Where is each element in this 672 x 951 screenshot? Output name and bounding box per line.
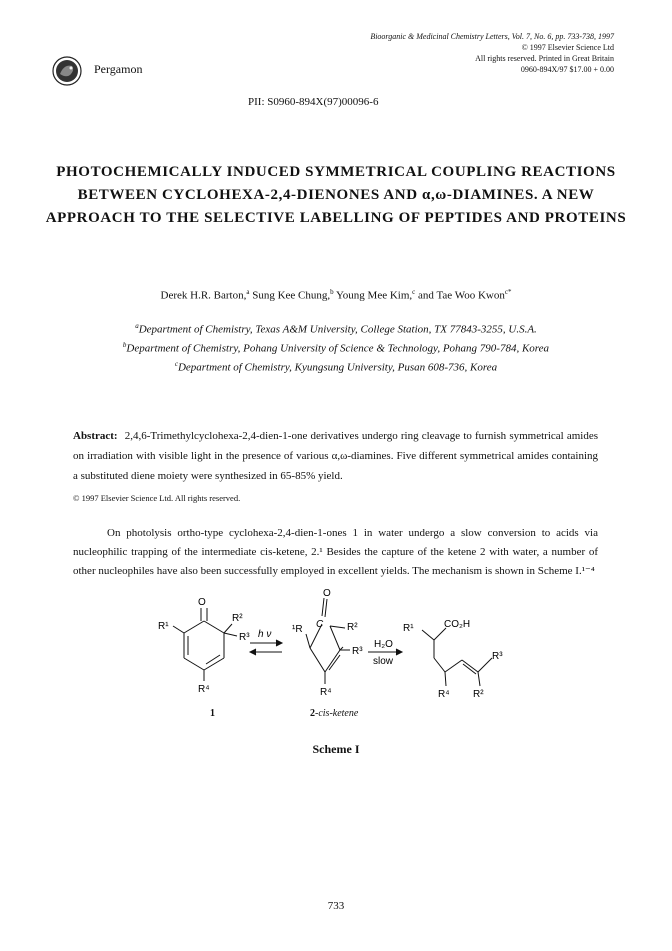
scheme-label: R⁴ (438, 689, 450, 700)
body-paragraph: On photolysis ortho-type cyclohexa-2,4-dien-1-ones 1 in water undergo a slow conversion to acids via nucleophilic trapping of the intermediate cis-ketene, 2.¹ Besides the capture of the ketene 2 with water, a number of other nucleophiles have also been successfully employed in excellent yields. The mechanism is shown in Scheme I.¹⁻⁴ (73, 527, 598, 577)
scheme-label: C (316, 619, 324, 630)
compound-1-label: 1 (210, 708, 215, 719)
scheme-caption: Scheme I (312, 742, 360, 756)
page-number: 733 (327, 900, 345, 912)
affiliation-c: $^c$Department of Chemistry, Kyungsung University, Pusan 608-736, Korea (174, 360, 498, 374)
author-1: Derek H.R. Barton, (160, 289, 247, 302)
scheme-label: R³ (352, 646, 363, 657)
scheme-label: R¹ (158, 621, 169, 632)
scheme-label: R² (347, 622, 358, 633)
price-line: 0960-894X/97 $17.00 + 0.00 (520, 65, 614, 74)
compound-2-structure (306, 598, 350, 684)
author-3: Young Mee Kim, (333, 289, 413, 302)
journal-reference (254, 31, 614, 75)
publisher-name: Pergamon (94, 62, 143, 76)
scheme-label: R³ (239, 632, 250, 643)
scheme-label: R² (473, 689, 484, 700)
publisher-logo (52, 56, 82, 86)
paper-title: PHOTOCHEMICALLY INDUCED SYMMETRICAL COUPLING REACTIONS BETWEEN CYCLOHEXA-2,4-DIENONES AND α,ω-DIAMINES. A NEW APPROACH TO THE SELECTIVE LABELLING OF PEPTIDES AND PROTEINS (45, 164, 627, 226)
compound-2-label: 2-cis-ketene (310, 708, 359, 719)
scheme-label: O (323, 588, 331, 599)
pii-identifier: PII: S0960-894X(97)00096-6 (248, 96, 379, 108)
scheme-label: slow (373, 656, 394, 667)
journal-line: Bioorganic & Medicinal Chemistry Letters, Vol. 7, No. 6, pp. 733-738, 1997 (370, 32, 614, 41)
scheme-label: CO₂H (444, 619, 471, 630)
scheme-label: R² (232, 613, 243, 624)
scheme-label: h ν (258, 629, 272, 640)
rights-line: All rights reserved. Printed in Great Britain (475, 54, 614, 63)
copyright-line: © 1997 Elsevier Science Ltd (521, 43, 614, 52)
scheme-label: R¹ (403, 623, 414, 634)
affiliation-a: $^a$Department of Chemistry, Texas A&M University, College Station, TX 77843-3255, U.S.A. (135, 322, 537, 336)
author-2: Sung Kee Chung, (249, 289, 331, 302)
scheme-label: R⁴ (320, 687, 332, 698)
scheme-label: ¹R (292, 624, 303, 635)
equilibrium-arrows (250, 640, 282, 655)
scheme-label: H₂O (374, 639, 393, 650)
scheme-label: O (198, 597, 206, 608)
compound-1-structure (173, 608, 237, 681)
abstract-copyright: © 1997 Elsevier Science Ltd. All rights reserved. (73, 493, 241, 503)
affiliation-b: $^b$Department of Chemistry, Pohang University of Science & Technology, Pohang 790-784, Korea (122, 341, 550, 355)
scheme-diagram (140, 588, 560, 728)
scheme-label: R³ (492, 651, 503, 662)
author-4: and Tae Woo Kwon (415, 289, 505, 302)
abstract (73, 426, 598, 486)
scheme-label: R⁴ (198, 684, 210, 695)
abstract-text: 2,4,6-Trimethylcyclohexa-2,4-dien-1-one derivatives undergo ring cleavage to furnish symmetrical amides on irradiation with visible light in the presence of various α,ω-diamines. Five different symmetrical amides containing a substituted diene moiety were synthesized in 65-85% yield. (73, 430, 598, 482)
abstract-label: Abstract: (73, 430, 118, 442)
author-list: Derek H.R. Barton,$^a$ Sung Kee Chung,$^b$ Young Mee Kim,$^c$ and Tae Woo Kwon$^{c*}$ (160, 288, 512, 302)
product-structure (422, 628, 492, 686)
